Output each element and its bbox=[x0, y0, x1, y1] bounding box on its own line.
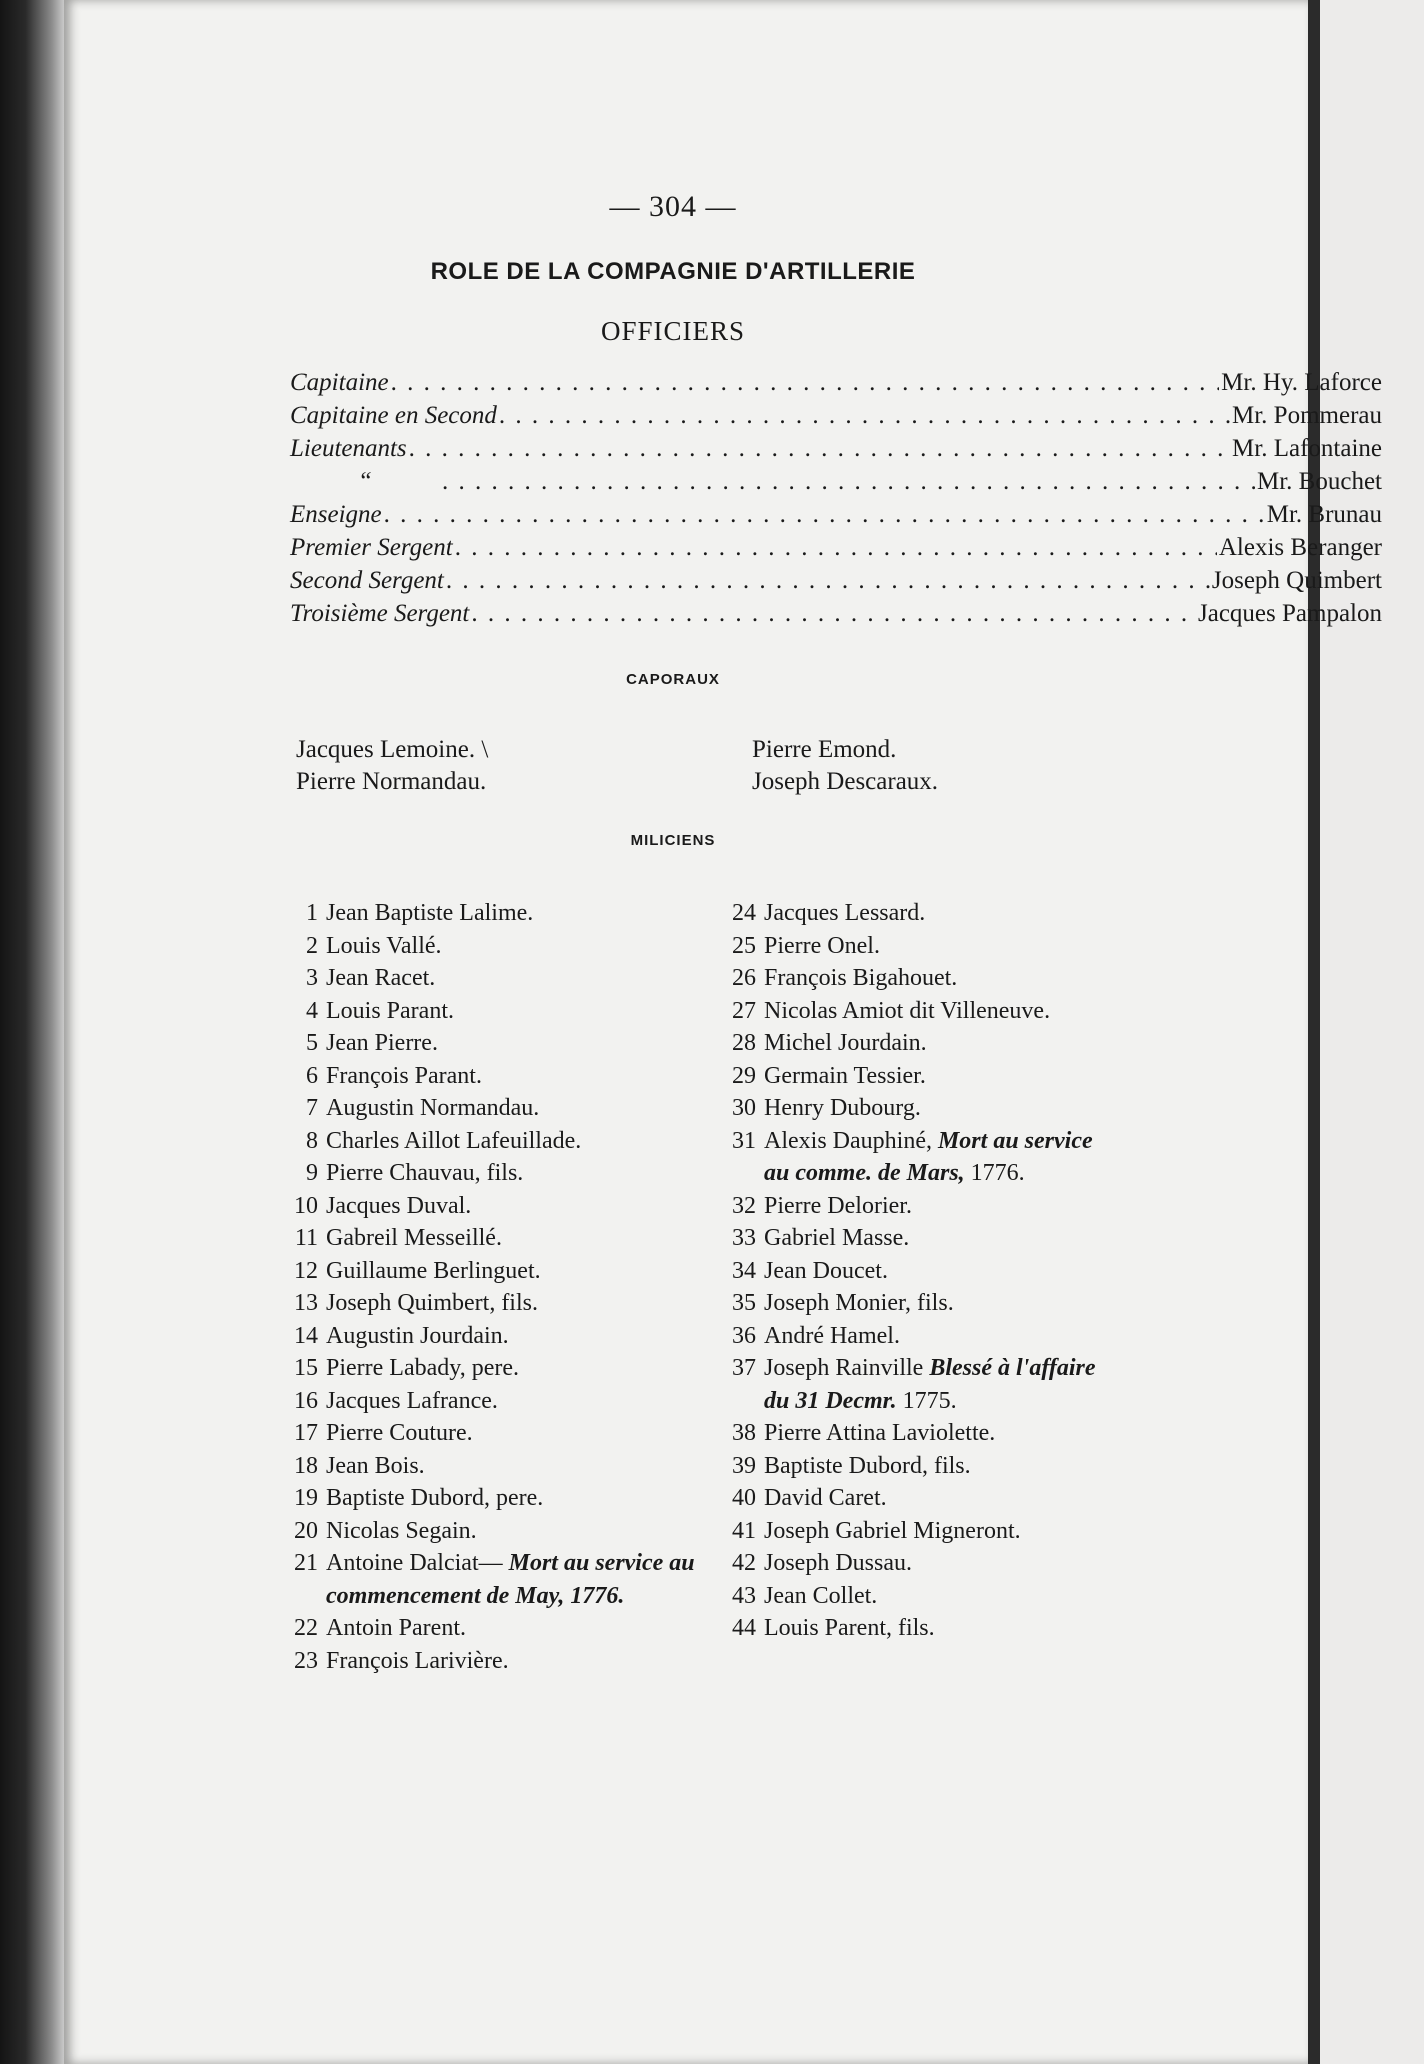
milicien-number: 42 bbox=[732, 1550, 756, 1576]
milicien-number: 9 bbox=[306, 1160, 318, 1186]
milicien-number: 16 bbox=[294, 1387, 318, 1414]
milicien-entry bbox=[276, 1482, 714, 1515]
milicien-number: 33 bbox=[732, 1225, 756, 1251]
leader-dots bbox=[391, 369, 1220, 397]
milicien-entry bbox=[714, 897, 1118, 930]
milicien-entry bbox=[276, 1417, 714, 1450]
milicien-text bbox=[764, 1450, 1118, 1483]
officer-name: Alexis Beranger bbox=[1218, 534, 1382, 561]
officer-name: Mr. Bouchet bbox=[1257, 468, 1382, 495]
milicien-entry bbox=[714, 1027, 1118, 1060]
officer-row bbox=[290, 402, 1382, 435]
milicien-name: Pierre Onel. bbox=[764, 932, 880, 959]
page-content bbox=[226, 190, 1382, 1677]
milicien-entry bbox=[714, 1352, 1118, 1417]
milicien-name: André Hamel. bbox=[764, 1322, 900, 1349]
caporaux-right-column bbox=[752, 734, 938, 798]
leader-dots bbox=[499, 402, 1230, 430]
milicien-number: 2 bbox=[306, 932, 318, 959]
officer-rank: Second Sergent bbox=[290, 567, 444, 594]
leader-dots bbox=[471, 600, 1196, 628]
milicien-entry bbox=[276, 1125, 714, 1158]
milicien-name: Antoin Parent. bbox=[326, 1615, 466, 1641]
milicien-text bbox=[326, 1547, 714, 1612]
milicien-number: 15 bbox=[294, 1355, 318, 1381]
milicien-entry bbox=[276, 1352, 714, 1385]
milicien-name: Pierre Chauvau, fils. bbox=[326, 1160, 524, 1186]
milicien-number: 31 bbox=[732, 1127, 756, 1154]
officers-list bbox=[290, 369, 1382, 633]
milicien-number: 25 bbox=[732, 932, 756, 959]
caporal-name: Jacques Lemoine. \ bbox=[296, 736, 489, 763]
milicien-entry bbox=[276, 1320, 714, 1353]
milicien-entry bbox=[276, 962, 714, 995]
milicien-text bbox=[764, 1352, 1118, 1417]
leader-dots bbox=[455, 534, 1217, 562]
milicien-number: 35 bbox=[732, 1290, 756, 1316]
milicien-entry bbox=[714, 1255, 1118, 1288]
milicien-text bbox=[764, 1482, 1118, 1515]
milicien-text bbox=[764, 930, 1118, 963]
milicien-text bbox=[764, 1417, 1118, 1450]
officer-row bbox=[290, 435, 1382, 468]
milicien-entry bbox=[276, 1450, 714, 1483]
officer-name: Mr. Hy. Laforce bbox=[1221, 369, 1382, 396]
milicien-name: Jean Bois. bbox=[326, 1452, 425, 1479]
milicien-name: Jean Collet. bbox=[764, 1582, 878, 1609]
milicien-text bbox=[764, 1027, 1118, 1060]
milicien-number: 37 bbox=[732, 1355, 756, 1381]
milicien-text bbox=[326, 1450, 714, 1483]
milicien-number: 39 bbox=[732, 1452, 756, 1479]
milicien-number: 20 bbox=[294, 1517, 318, 1544]
milicien-name: Baptiste Dubord, pere. bbox=[326, 1485, 544, 1511]
milicien-name: Jean Baptiste Lalime. bbox=[326, 900, 534, 926]
milicien-text bbox=[764, 1060, 1118, 1093]
milicien-name: Gabriel Masse. bbox=[764, 1225, 910, 1251]
milicien-name: Pierre Labady, pere. bbox=[326, 1355, 520, 1381]
miliciens-left-column bbox=[276, 897, 714, 1677]
milicien-name: Jacques Lessard. bbox=[764, 900, 926, 926]
milicien-name: François Parant. bbox=[326, 1062, 482, 1089]
officer-name: Mr. Brunau bbox=[1266, 501, 1382, 528]
milicien-entry bbox=[276, 1060, 714, 1093]
leader-dots bbox=[446, 567, 1210, 595]
milicien-entry bbox=[714, 1125, 1118, 1190]
milicien-entry bbox=[714, 1417, 1118, 1450]
leader-dots bbox=[442, 468, 1255, 496]
note-year: 1775. bbox=[902, 1387, 957, 1414]
milicien-number: 43 bbox=[732, 1582, 756, 1609]
milicien-number: 4 bbox=[306, 997, 318, 1024]
milicien-number: 27 bbox=[732, 997, 756, 1024]
milicien-entry bbox=[714, 1450, 1118, 1483]
facing-page-edge bbox=[1320, 0, 1424, 2064]
caporaux-list bbox=[296, 734, 1096, 798]
milicien-name: Antoine Dalciat— bbox=[326, 1550, 503, 1576]
officer-rank: Capitaine bbox=[290, 369, 389, 396]
milicien-name: Augustin Normandau. bbox=[326, 1095, 540, 1121]
milicien-number: 12 bbox=[294, 1257, 318, 1284]
milicien-text bbox=[326, 1287, 714, 1320]
officer-row bbox=[290, 534, 1382, 567]
milicien-name: Jean Pierre. bbox=[326, 1030, 438, 1056]
milicien-number: 1 bbox=[306, 900, 318, 926]
book-spine-edge bbox=[0, 0, 64, 2064]
milicien-name: François Larivière. bbox=[326, 1647, 509, 1674]
milicien-text bbox=[764, 1190, 1118, 1223]
caporaux-heading: CAPORAUX bbox=[626, 671, 720, 688]
milicien-text bbox=[764, 1547, 1118, 1580]
milicien-text bbox=[764, 962, 1118, 995]
milicien-entry bbox=[714, 1515, 1118, 1548]
service-note: Mort au service au commencement de May, 1776. bbox=[326, 1550, 695, 1609]
leader-dots bbox=[384, 501, 1265, 529]
caporal-name: Joseph Descaraux. bbox=[752, 768, 939, 795]
officer-row bbox=[290, 600, 1382, 633]
officer-rank: Lieutenants bbox=[290, 435, 407, 462]
officers-heading: OFFICIERS bbox=[600, 316, 746, 346]
milicien-entry bbox=[714, 1482, 1118, 1515]
caporal-name: Pierre Normandau. bbox=[296, 768, 487, 795]
milicien-number: 10 bbox=[294, 1192, 318, 1219]
milicien-entry bbox=[714, 1287, 1118, 1320]
officer-row bbox=[290, 468, 1382, 501]
milicien-number: 34 bbox=[732, 1257, 756, 1284]
milicien-text bbox=[326, 1060, 714, 1093]
officer-name: Mr. Lafontaine bbox=[1232, 435, 1382, 462]
milicien-number: 5 bbox=[306, 1030, 318, 1056]
officer-rank: Capitaine en Second bbox=[290, 402, 497, 429]
milicien-text bbox=[326, 1482, 714, 1515]
milicien-number: 17 bbox=[294, 1420, 318, 1446]
milicien-number: 30 bbox=[732, 1095, 756, 1121]
milicien-number: 36 bbox=[732, 1322, 756, 1349]
milicien-name: Pierre Delorier. bbox=[764, 1192, 912, 1219]
milicien-entry bbox=[714, 1580, 1118, 1613]
milicien-entry bbox=[276, 1255, 714, 1288]
officer-row bbox=[290, 369, 1382, 402]
milicien-text bbox=[764, 1222, 1118, 1255]
milicien-text bbox=[326, 930, 714, 963]
milicien-entry bbox=[714, 1612, 1118, 1645]
milicien-number: 3 bbox=[306, 965, 318, 991]
milicien-name: Louis Parent, fils. bbox=[764, 1615, 935, 1641]
milicien-name: Nicolas Segain. bbox=[326, 1517, 477, 1544]
milicien-text bbox=[326, 1417, 714, 1450]
milicien-number: 40 bbox=[732, 1485, 756, 1511]
milicien-name: Alexis Dauphiné, bbox=[764, 1127, 932, 1154]
milicien-entry bbox=[276, 1027, 714, 1060]
milicien-name: Joseph Gabriel Migneront. bbox=[764, 1517, 1021, 1544]
milicien-text bbox=[326, 1385, 714, 1418]
milicien-text bbox=[764, 1515, 1118, 1548]
officer-name: Mr. Pommerau bbox=[1232, 402, 1382, 429]
milicien-number: 24 bbox=[732, 900, 756, 926]
milicien-text bbox=[764, 897, 1118, 930]
milicien-name: Pierre Attina Laviolette. bbox=[764, 1420, 996, 1446]
milicien-entry bbox=[714, 995, 1118, 1028]
milicien-text bbox=[326, 1190, 714, 1223]
milicien-text bbox=[764, 1092, 1118, 1125]
milicien-text bbox=[764, 1125, 1118, 1190]
milicien-entry bbox=[276, 1287, 714, 1320]
milicien-number: 29 bbox=[732, 1062, 756, 1089]
milicien-number: 32 bbox=[732, 1192, 756, 1219]
milicien-entry bbox=[714, 1190, 1118, 1223]
service-note: Blessé à l'affaire du 31 Decmr. bbox=[764, 1355, 1096, 1414]
milicien-name: Jacques Lafrance. bbox=[326, 1387, 498, 1414]
milicien-entry bbox=[276, 1190, 714, 1223]
milicien-name: Gabreil Messeillé. bbox=[326, 1225, 502, 1251]
milicien-entry bbox=[276, 1645, 714, 1678]
milicien-entry bbox=[714, 1092, 1118, 1125]
milicien-entry bbox=[276, 1092, 714, 1125]
milicien-number: 28 bbox=[732, 1030, 756, 1056]
service-note: Mort au service au comme. de Mars, bbox=[764, 1127, 1093, 1186]
page-gutter bbox=[1308, 0, 1320, 2064]
milicien-name: Louis Parant. bbox=[326, 997, 454, 1024]
milicien-text bbox=[326, 1092, 714, 1125]
milicien-text bbox=[326, 897, 714, 930]
milicien-text bbox=[326, 1612, 714, 1645]
officer-rank: “ bbox=[358, 468, 372, 495]
milicien-number: 41 bbox=[732, 1517, 756, 1544]
leader-dots bbox=[409, 435, 1230, 463]
milicien-number: 21 bbox=[294, 1550, 318, 1576]
caporal-name: Pierre Emond. bbox=[752, 736, 897, 763]
milicien-entry bbox=[714, 962, 1118, 995]
milicien-name: Michel Jourdain. bbox=[764, 1030, 927, 1056]
milicien-entry bbox=[276, 1515, 714, 1548]
milicien-number: 7 bbox=[306, 1095, 318, 1121]
milicien-name: Joseph Monier, fils. bbox=[764, 1290, 954, 1316]
milicien-name: Henry Dubourg. bbox=[764, 1095, 921, 1121]
milicien-name: Germain Tessier. bbox=[764, 1062, 926, 1089]
officer-row bbox=[290, 567, 1382, 600]
milicien-entry bbox=[276, 930, 714, 963]
officer-rank: Troisième Sergent bbox=[290, 600, 470, 627]
milicien-entry bbox=[714, 930, 1118, 963]
milicien-number: 13 bbox=[294, 1290, 318, 1316]
milicien-name: Baptiste Dubord, fils. bbox=[764, 1452, 971, 1479]
miliciens-right-column bbox=[714, 897, 1118, 1677]
milicien-number: 11 bbox=[294, 1225, 318, 1251]
milicien-text bbox=[326, 1125, 714, 1158]
milicien-name: Jacques Duval. bbox=[326, 1192, 472, 1219]
officer-rank: Premier Sergent bbox=[290, 534, 453, 561]
officer-name: Joseph Quimbert bbox=[1211, 567, 1382, 594]
milicien-text bbox=[326, 962, 714, 995]
milicien-entry bbox=[714, 1222, 1118, 1255]
milicien-text bbox=[764, 1287, 1118, 1320]
milicien-entry bbox=[276, 897, 714, 930]
milicien-text bbox=[764, 1612, 1118, 1645]
milicien-text bbox=[764, 1255, 1118, 1288]
milicien-entry bbox=[714, 1320, 1118, 1353]
milicien-name: Jean Racet. bbox=[326, 965, 436, 991]
milicien-text bbox=[326, 1352, 714, 1385]
caporaux-left-column bbox=[296, 734, 752, 798]
milicien-text bbox=[326, 1320, 714, 1353]
milicien-name: Joseph Rainville bbox=[764, 1355, 924, 1381]
milicien-entry bbox=[276, 1222, 714, 1255]
milicien-name: Jean Doucet. bbox=[764, 1257, 888, 1284]
milicien-text bbox=[326, 1222, 714, 1255]
milicien-text bbox=[764, 1320, 1118, 1353]
milicien-entry bbox=[276, 1612, 714, 1645]
milicien-number: 18 bbox=[294, 1452, 318, 1479]
milicien-number: 38 bbox=[732, 1420, 756, 1446]
milicien-number: 8 bbox=[306, 1127, 318, 1154]
note-year: 1776. bbox=[970, 1160, 1025, 1186]
milicien-entry bbox=[714, 1547, 1118, 1580]
milicien-text bbox=[326, 1027, 714, 1060]
milicien-name: François Bigahouet. bbox=[764, 965, 958, 991]
milicien-number: 44 bbox=[732, 1615, 756, 1641]
milicien-text bbox=[326, 1645, 714, 1678]
milicien-name: Joseph Dussau. bbox=[764, 1550, 912, 1576]
milicien-text bbox=[764, 1580, 1118, 1613]
milicien-name: David Caret. bbox=[764, 1485, 887, 1511]
officer-name: Jacques Pampalon bbox=[1198, 600, 1382, 627]
miliciens-list bbox=[276, 897, 1160, 1677]
milicien-number: 23 bbox=[294, 1647, 318, 1674]
milicien-text bbox=[764, 995, 1118, 1028]
milicien-entry bbox=[714, 1060, 1118, 1093]
milicien-entry bbox=[276, 995, 714, 1028]
milicien-text bbox=[326, 1515, 714, 1548]
page-number: — 304 — bbox=[609, 190, 737, 223]
milicien-name: Nicolas Amiot dit Villeneuve. bbox=[764, 997, 1051, 1024]
milicien-name: Guillaume Berlinguet. bbox=[326, 1257, 541, 1284]
milicien-name: Louis Vallé. bbox=[326, 932, 442, 959]
milicien-text bbox=[326, 1255, 714, 1288]
milicien-number: 14 bbox=[294, 1322, 318, 1349]
milicien-name: Pierre Couture. bbox=[326, 1420, 473, 1446]
miliciens-heading: MILICIENS bbox=[630, 832, 716, 849]
milicien-name: Joseph Quimbert, fils. bbox=[326, 1290, 538, 1316]
milicien-number: 6 bbox=[306, 1062, 318, 1089]
milicien-entry bbox=[276, 1547, 714, 1612]
milicien-entry bbox=[276, 1385, 714, 1418]
milicien-number: 22 bbox=[294, 1615, 318, 1641]
milicien-text bbox=[326, 995, 714, 1028]
officer-row bbox=[290, 501, 1382, 534]
milicien-entry bbox=[276, 1157, 714, 1190]
milicien-number: 19 bbox=[294, 1485, 318, 1511]
officer-rank: Enseigne bbox=[290, 501, 382, 528]
milicien-name: Charles Aillot Lafeuillade. bbox=[326, 1127, 582, 1154]
milicien-name: Augustin Jourdain. bbox=[326, 1322, 509, 1349]
milicien-text bbox=[326, 1157, 714, 1190]
milicien-number: 26 bbox=[732, 965, 756, 991]
page-title: ROLE DE LA COMPAGNIE D'ARTILLERIE bbox=[430, 258, 916, 285]
